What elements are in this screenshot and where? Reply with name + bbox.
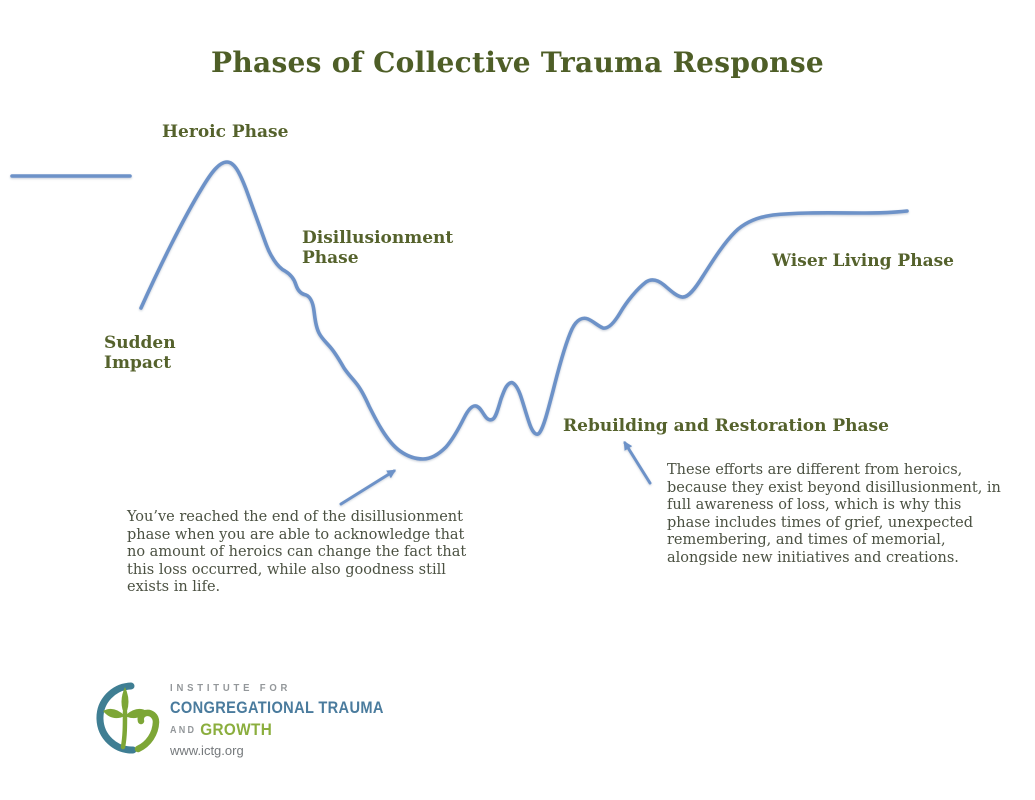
logo-stem xyxy=(123,712,125,747)
ictg-logo-text xyxy=(170,674,419,760)
rebuilding-pointer-arrow xyxy=(625,443,650,483)
trauma-response-curve-line xyxy=(141,162,907,459)
logo-and-growth xyxy=(170,720,272,740)
disillusionment-phase-label: Disillusionment Phase xyxy=(302,228,454,268)
logo-left-leaf xyxy=(103,709,125,718)
logo-url: www.ictg.org xyxy=(170,743,244,758)
ictg-logo xyxy=(88,674,419,760)
heroic-phase-label: Heroic Phase xyxy=(162,122,289,142)
ictg-logo-icon xyxy=(88,674,164,760)
rebuilding-detail-note: These efforts are different from heroics, because they exist beyond disillusionment, in full awareness of loss, which is why this phase includes times of grief, unexpected remembering, and times of memorial, alongside new initiatives and creations. xyxy=(667,462,1001,566)
logo-and: AND xyxy=(170,725,197,736)
wiser-living-phase-label: Wiser Living Phase xyxy=(772,251,954,271)
trough-pointer-arrow xyxy=(341,471,394,504)
sudden-impact-label: Sudden Impact xyxy=(104,333,176,373)
disillusionment-end-note: You’ve reached the end of the disillusionment phase when you are able to acknowledge that no amount of heroics can change the fact that this loss occurred, while also goodness still exists in life. xyxy=(127,509,467,596)
rebuilding-phase-label: Rebuilding and Restoration Phase xyxy=(563,416,889,436)
logo-green-arc xyxy=(138,713,156,749)
logo-growth: GROWTH xyxy=(200,720,273,739)
logo-institute-for: INSTITUTE FOR xyxy=(170,683,292,694)
logo-congregational-trauma: CONGREGATIONAL TRAUMA xyxy=(170,698,384,717)
page-title: Phases of Collective Trauma Response xyxy=(210,46,825,79)
